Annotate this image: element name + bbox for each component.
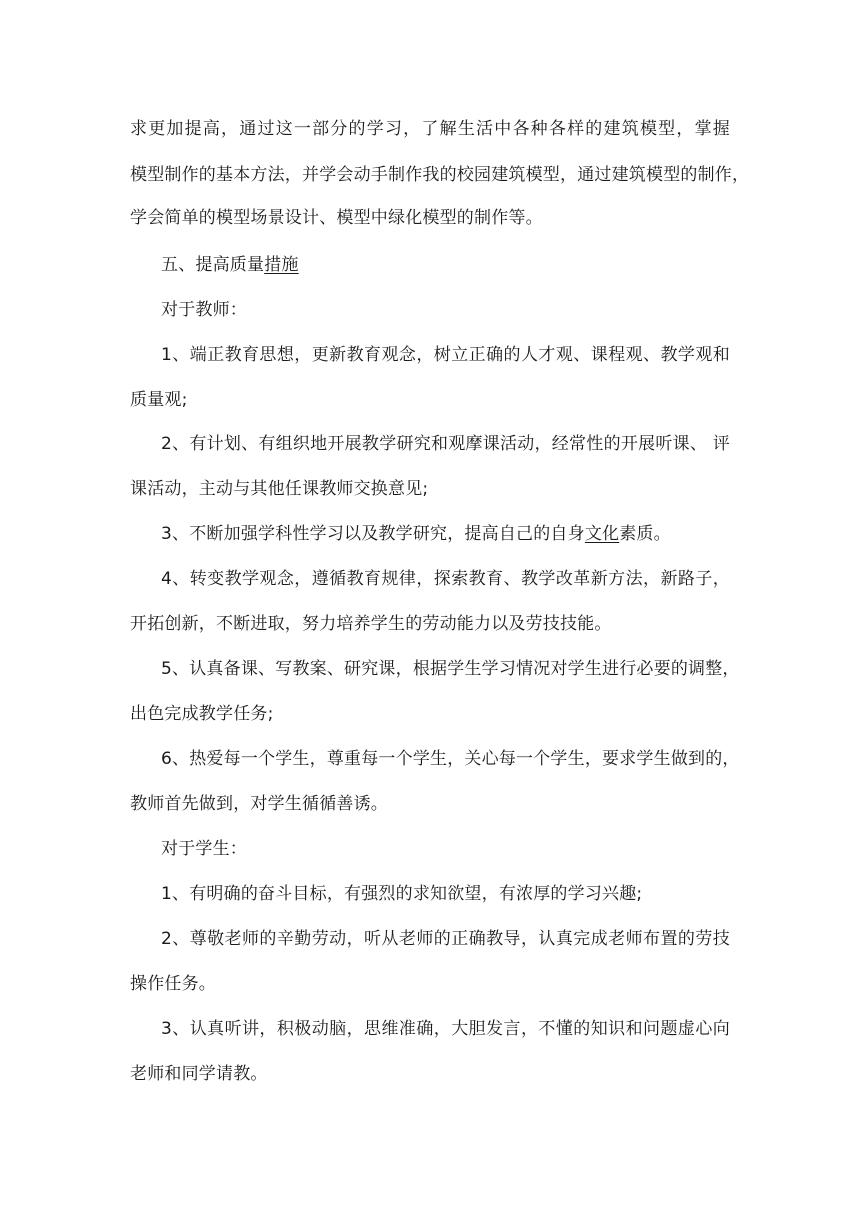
list-item-line: 2、有计划、有组织地开展教学研究和观摩课活动，经常性的开展听课、 评 — [161, 434, 730, 454]
section-heading-text: 五、提高质量 — [161, 255, 265, 275]
paragraph-line: 求更加提高，通过这一部分的学习，了解生活中各种各样的建筑模型，掌握 — [130, 119, 730, 139]
list-item-line: 出色完成教学任务; — [130, 704, 274, 724]
list-item-line: 1、端正教育思想，更新教育观念，树立正确的人才观、课程观、教学观和 — [161, 345, 730, 365]
list-item-line — [161, 522, 671, 546]
list-item-line: 3、认真听讲，积极动脑，思维准确，大胆发言，不懂的知识和问题虚心向 — [161, 1019, 730, 1039]
students-heading: 对于学生： — [161, 839, 247, 859]
teachers-heading: 对于教师： — [161, 300, 247, 320]
list-item-line: 教师首先做到，对学生循循善诱。 — [130, 794, 388, 814]
list-item-text: 3、不断加强学科性学习以及教学研究，提高自己的自身 — [161, 524, 585, 544]
list-item-text: 素质。 — [619, 524, 671, 544]
list-item-line: 开拓创新，不断进取，努力培养学生的劳动能力以及劳技技能。 — [130, 614, 612, 634]
list-item-line: 老师和同学请教。 — [130, 1064, 268, 1084]
list-item-line: 课活动，主动与其他任课教师交换意见; — [130, 479, 429, 499]
paragraph-line: 模型制作的基本方法，并学会动手制作我的校园建筑模型，通过建筑模型的制作， — [130, 165, 750, 185]
list-item-line: 操作任务。 — [130, 974, 216, 994]
paragraph-line: 学会简单的模型场景设计、模型中绿化模型的制作等。 — [130, 208, 543, 228]
list-item-line: 4、转变教学观念，遵循教育规律，探索教育、教学改革新方法，新路子， — [161, 569, 730, 589]
list-item-line: 2、尊敬老师的辛勤劳动，听从老师的正确教导，认真完成老师布置的劳技 — [161, 929, 730, 949]
culture-link[interactable]: 文化 — [584, 524, 620, 544]
list-item-line: 6、热爱每一个学生，尊重每一个学生，关心每一个学生，要求学生做到的， — [161, 749, 740, 769]
section-heading — [161, 253, 299, 277]
list-item-line: 5、认真备课、写教案、研究课，根据学生学习情况对学生进行必要的调整， — [161, 659, 740, 679]
list-item-line: 1、有明确的奋斗目标，有强烈的求知欲望，有浓厚的学习兴趣; — [161, 884, 643, 904]
measures-link[interactable]: 措施 — [264, 255, 299, 275]
list-item-line: 质量观; — [130, 390, 188, 410]
